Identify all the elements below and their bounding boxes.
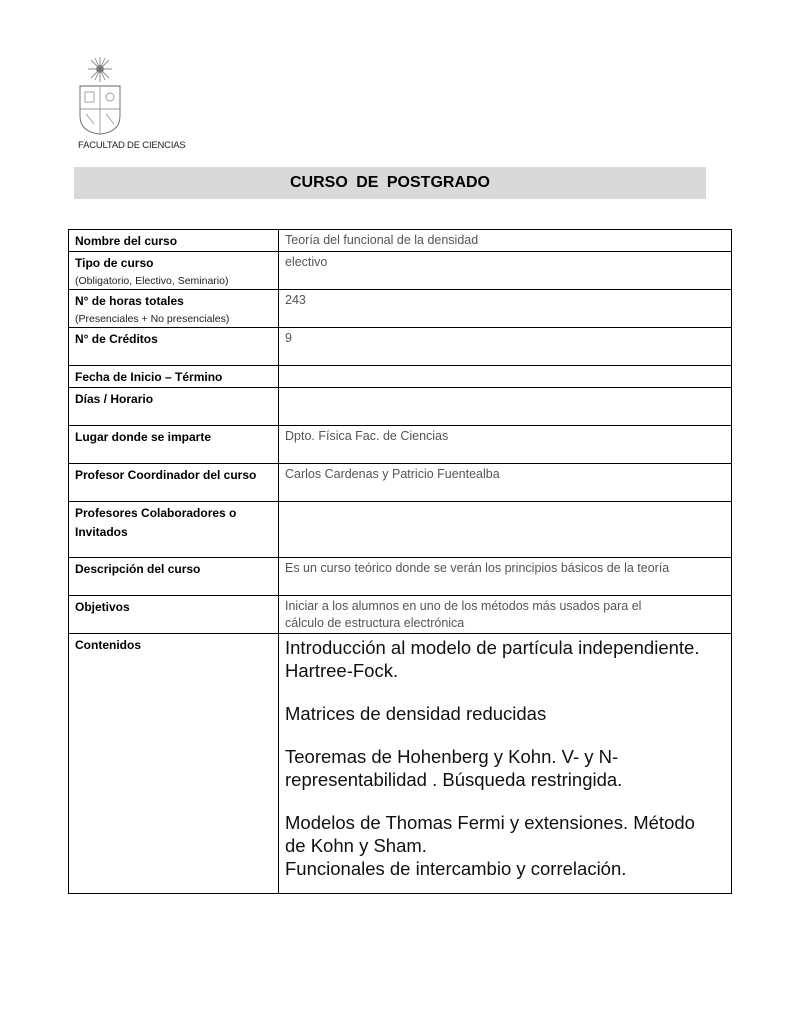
- row-nombre: [69, 230, 732, 252]
- row-profesor: [69, 464, 732, 502]
- label-creditos: N° de Créditos: [69, 328, 279, 366]
- value-colaboradores: [279, 502, 732, 558]
- contenidos-line: Funcionales de intercambio y correlación.: [285, 858, 627, 879]
- contenidos-block-1: [285, 636, 725, 682]
- value-cell-contenidos: [279, 634, 732, 894]
- document-title: CURSO DE POSTGRADO: [289, 174, 490, 191]
- label-dias-horario: Días / Horario: [69, 388, 279, 426]
- contenidos-line: Modelos de Thomas Fermi y extensiones. Método: [285, 812, 695, 833]
- label-horas-totales: N° de horas totales: [75, 294, 184, 308]
- row-lugar: [69, 426, 732, 464]
- contenidos-line: Teoremas de Hohenberg y Kohn. V- y N-: [285, 746, 619, 767]
- sublabel-tipo-curso: (Obligatorio, Electivo, Seminario): [75, 275, 229, 287]
- label-lugar: Lugar donde se imparte: [69, 426, 279, 464]
- label-contenidos: Contenidos: [69, 634, 279, 894]
- row-fecha: [69, 366, 732, 388]
- row-creditos: [69, 328, 732, 366]
- course-form-table: [68, 229, 732, 894]
- contenidos-block-4: [285, 811, 725, 880]
- contenidos-line: Hartree-Fock.: [285, 660, 399, 681]
- value-lugar: Dpto. Física Fac. de Ciencias: [279, 426, 732, 464]
- row-dias: [69, 388, 732, 426]
- label-cell-tipo: [69, 252, 279, 290]
- value-descripcion: Es un curso teórico donde se verán los principios básicos de la teoría: [279, 558, 732, 596]
- value-profesor: Carlos Cardenas y Patricio Fuentealba: [279, 464, 732, 502]
- sublabel-horas-totales: (Presenciales + No presenciales): [75, 313, 230, 325]
- contenidos-line: Introducción al modelo de partícula independiente.: [285, 637, 700, 658]
- label-colaboradores-line2: Invitados: [75, 525, 128, 539]
- row-horas: [69, 290, 732, 328]
- label-cell-horas: [69, 290, 279, 328]
- label-descripcion: Descripción del curso: [69, 558, 279, 596]
- label-profesor: Profesor Coordinador del curso: [69, 464, 279, 502]
- value-cell-objetivos: [279, 596, 732, 634]
- contenidos-block-3: [285, 745, 725, 791]
- label-cell-colaboradores: [69, 502, 279, 558]
- contenidos-line: Matrices de densidad reducidas: [285, 703, 547, 724]
- title-banner: [74, 167, 706, 199]
- row-contenidos: [69, 634, 732, 894]
- value-creditos: 9: [279, 328, 732, 366]
- label-colaboradores-line1: Profesores Colaboradores o: [75, 506, 237, 520]
- value-horas-totales: 243: [279, 290, 732, 328]
- contenidos-line: representabilidad . Búsqueda restringida.: [285, 769, 623, 790]
- row-colaboradores: [69, 502, 732, 558]
- faculty-name: FACULTAD DE CIENCIAS: [78, 140, 186, 151]
- value-fecha: [279, 366, 732, 388]
- contenidos-block-2: [285, 702, 725, 725]
- value-objetivos-line1: Iniciar a los alumnos en uno de los métodos más usados para el: [285, 599, 642, 613]
- contenidos-line: de Kohn y Sham.: [285, 835, 427, 856]
- label-objetivos: Objetivos: [69, 596, 279, 634]
- value-tipo-curso: electivo: [279, 252, 732, 290]
- label-nombre-curso: Nombre del curso: [69, 230, 279, 252]
- row-tipo: [69, 252, 732, 290]
- label-tipo-curso: Tipo de curso: [75, 256, 154, 270]
- label-fecha: Fecha de Inicio – Término: [69, 366, 279, 388]
- university-seal-icon: [76, 54, 124, 136]
- row-objetivos: [69, 596, 732, 634]
- row-descripcion: [69, 558, 732, 596]
- value-nombre-curso: Teoría del funcional de la densidad: [279, 230, 732, 252]
- value-objetivos-line2: cálculo de estructura electrónica: [285, 616, 465, 630]
- value-dias-horario: [279, 388, 732, 426]
